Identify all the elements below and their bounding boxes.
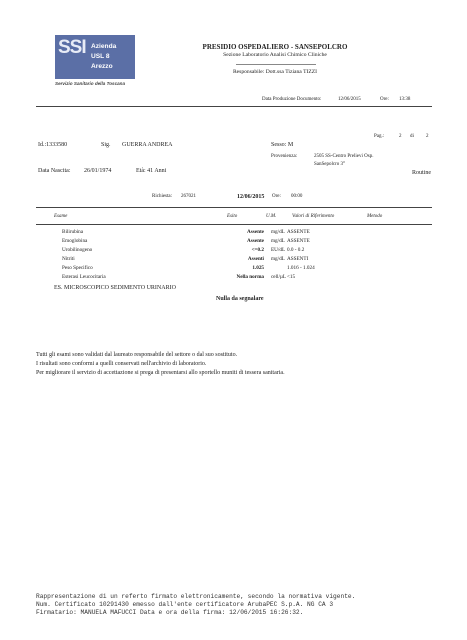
exam-unit: mg/dL	[271, 256, 285, 262]
request-time: 00:00	[291, 194, 303, 199]
header-rule	[36, 106, 432, 107]
columns-rule	[36, 224, 432, 225]
page-label: Pag.:	[374, 134, 385, 139]
asl-logo	[55, 35, 135, 79]
column-method: Metodo	[367, 214, 383, 219]
note-validation: Tutti gli esami sono validati dal laureato responsabile del settore o dal suo sostituto.	[36, 352, 238, 358]
provenance-line1: 2505 SS-Centro Prelievi Osp.	[314, 154, 374, 159]
exam-result: 1.025	[252, 265, 264, 271]
birth-date: 26/01/1974	[84, 168, 112, 174]
page-total: 2	[426, 134, 429, 139]
request-time-label: Ore:	[272, 194, 281, 199]
exam-name: Esterasi Leucocitaria	[62, 274, 106, 280]
production-time: 13:38	[399, 97, 411, 102]
request-date: 12/06/2015	[237, 194, 265, 200]
patient-sex: Sesso: M	[271, 142, 294, 148]
exam-result: Assente	[246, 229, 264, 235]
signature-line2: Num. Certificato 10291430 emesso dall'ente certificatore ArubaPEC S.p.A. NG CA 3	[36, 601, 334, 608]
page-current: 2	[399, 134, 402, 139]
column-exam: Esame	[54, 214, 68, 219]
logo-subtitle: Servizio Sanitario della Toscana	[55, 81, 126, 86]
note-acceptance: Per migliorare il servizio di accettazione si prega di presentarsi allo sportello muniti di tessera sanitaria.	[36, 370, 285, 376]
exam-unit: cell/µL	[271, 274, 287, 280]
exam-name: Peso Specifico	[62, 265, 93, 271]
exam-reference: ASSENTE	[287, 229, 310, 235]
logo-text: Azienda USL 8 Arezzo	[91, 43, 117, 70]
column-unit: U.M.	[266, 214, 277, 219]
request-label: Richiesta:	[152, 194, 172, 199]
patient-name: GUERRA ANDREA	[122, 142, 173, 148]
patient-age: Età: 41 Anni	[136, 168, 167, 174]
exam-reference: ASSENTE	[287, 238, 310, 244]
patient-id: Id.:1333580	[38, 142, 68, 148]
sediment-result: Nulla da segnalare	[216, 296, 264, 302]
exam-unit: mg/dL	[271, 238, 285, 244]
sediment-title: ES. MICROSCOPICO SEDIMENTO URINARIO	[54, 285, 176, 291]
page-of: di	[410, 134, 414, 139]
department-name: Sezione Laboratorio Analisi Chimico Cliniche	[223, 52, 327, 58]
exam-result: Nella norma	[236, 274, 264, 280]
exam-reference: 0.0 - 0.2	[287, 247, 305, 253]
provenance-label: Provenienza:	[271, 154, 298, 159]
exam-name: Urobilinogeno	[62, 247, 93, 253]
exam-name: Nitriti	[62, 256, 75, 262]
exam-result: Assente	[246, 238, 264, 244]
column-result: Esito	[227, 214, 238, 219]
routine-label: Routine	[412, 170, 431, 176]
lab-manager: Responsabile: Dott.ssa Tiziana TIZZI	[232, 69, 318, 75]
birth-label: Data Nascita:	[38, 168, 71, 174]
exam-result: <=0.2	[251, 247, 264, 253]
column-reference: Valori di Riferimento	[292, 214, 335, 219]
exam-reference: 1.016 - 1.024	[287, 265, 315, 271]
exam-name: Emoglobina	[62, 238, 88, 244]
exam-unit: mg/dL	[271, 229, 285, 235]
logo-mark: SSI	[58, 37, 86, 58]
production-label: Data Produzione Documento:	[262, 97, 322, 102]
exam-result: Assenti	[247, 256, 264, 262]
production-time-label: Ore:	[380, 97, 389, 102]
patient-title: Sig.	[101, 142, 111, 148]
provenance-line2: SanSepolcro 3°	[314, 162, 346, 167]
signature-line3: Firmatario: MANUELA MAFUCCI Data e ora della firma: 12/06/2015 16:26:32.	[36, 609, 304, 616]
exam-reference: ASSENTI	[287, 256, 309, 262]
exam-reference: <15	[287, 274, 296, 280]
signature-line1: Rappresentazione di un referto firmato elettronicamente, secondo la normativa vigente.	[36, 593, 356, 600]
note-archive: I risultati sono conformi a quelli conservati nell'archivio di laboratorio.	[36, 361, 207, 367]
header-divider	[236, 64, 316, 65]
exam-name: Bilirubina	[62, 229, 84, 235]
request-rule	[36, 207, 432, 208]
exam-unit: EU/dL	[271, 247, 286, 253]
request-number: 267021	[181, 194, 196, 199]
production-date: 12/06/2015	[338, 97, 361, 102]
hospital-name: PRESIDIO OSPEDALIERO - SANSEPOLCRO	[202, 43, 348, 51]
